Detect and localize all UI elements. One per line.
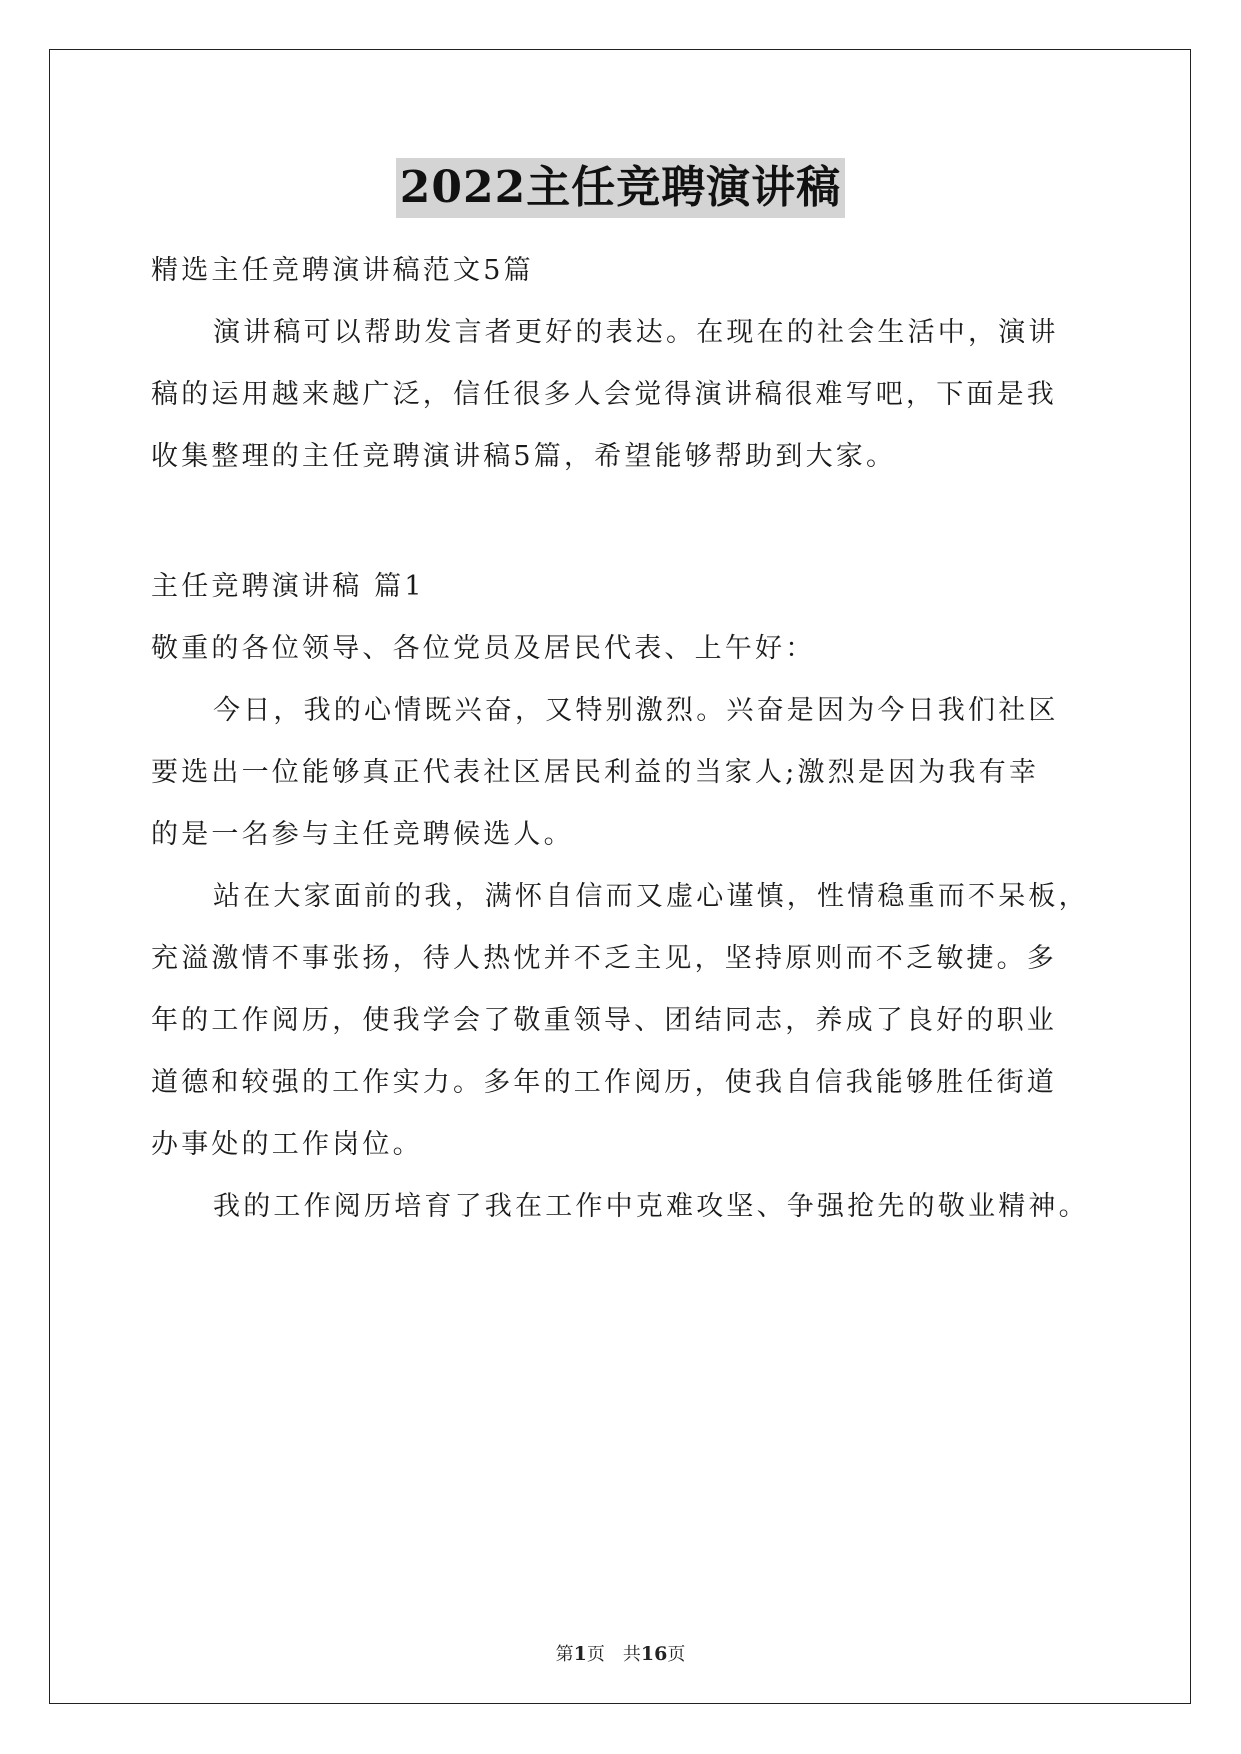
page-footer [0,1640,1241,1666]
title-container [0,158,1241,218]
body-paragraph-line: 今日，我的心情既兴奋，又特别激烈。兴奋是因为今日我们社区 [213,695,1059,726]
body-paragraph-line: 办事处的工作岗位。 [151,1129,423,1160]
body-paragraph-line: 站在大家面前的我，满怀自信而又虚心谨慎，性情稳重而不呆板， [213,881,1089,912]
total-pages: 16 [640,1643,668,1665]
intro-paragraph-line: 稿的运用越来越广泛，信任很多人会觉得演讲稿很难写吧，下面是我 [151,379,1057,410]
body-paragraph-line: 道德和较强的工作实力。多年的工作阅历，使我自信我能够胜任街道 [151,1067,1057,1098]
section-gap [151,488,1091,556]
page-prefix: 第 [555,1644,574,1665]
subtitle-line: 精选主任竞聘演讲稿范文5篇 [151,255,534,286]
section-heading: 主任竞聘演讲稿 篇1 [151,571,425,602]
total-suffix: 页 [667,1644,686,1665]
body-paragraph-line: 年的工作阅历，使我学会了敬重领导、团结同志，养成了良好的职业 [151,1005,1057,1036]
body-paragraph-line: 要选出一位能够真正代表社区居民利益的当家人;激烈是因为我有幸 [151,757,1040,788]
body-paragraph-line: 我的工作阅历培育了我在工作中克难攻坚、争强抢先的敬业精神。 [213,1191,1089,1222]
document-title: 2022主任竞聘演讲稿 [396,158,845,218]
body-paragraph-line: 的是一名参与主任竞聘候选人。 [151,819,574,850]
body-paragraph-line: 充溢激情不事张扬，待人热忱并不乏主见，坚持原则而不乏敏捷。多 [151,943,1057,974]
page-mid: 页 [586,1644,605,1665]
intro-paragraph-line: 演讲稿可以帮助发言者更好的表达。在现在的社会生活中，演讲 [213,317,1059,348]
intro-paragraph-line: 收集整理的主任竞聘演讲稿5篇，希望能够帮助到大家。 [151,441,897,472]
document-body [151,240,1091,1238]
total-prefix: 共 [622,1644,641,1665]
salutation-line: 敬重的各位领导、各位党员及居民代表、上午好： [151,633,816,664]
page-number: 1 [573,1643,587,1665]
